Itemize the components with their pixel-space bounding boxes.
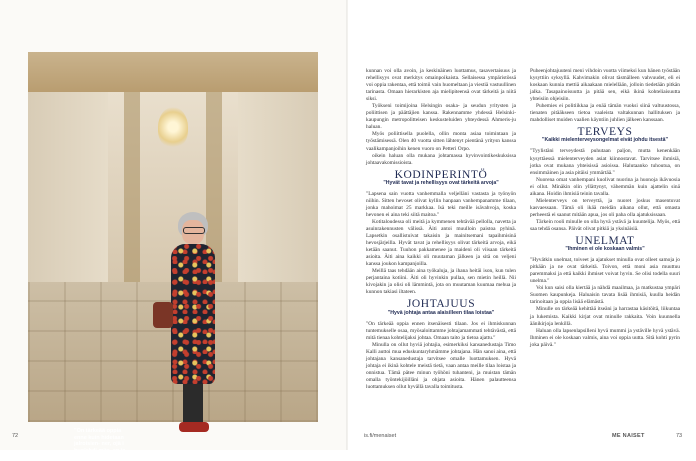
page-number-right: 73 (676, 433, 683, 439)
paragraph: "Hyvätkin unelmat, toiveet ja ajatukset minulla ovat olleet samoja jo pitkään ja ne ovat tärkeitä. Toivon, että moni asia muuttuu paremmaksi ja että kaikki ihmiset voivat hyvin. Se olisi todella suuri unelma." (530, 257, 680, 285)
section-heading-unelmat: UNELMAT (575, 235, 635, 248)
paragraph: Puheenjohtajuuteni meni vihdoin vuotta viimeksi kun hänen työstään kysyttiin syksyllä. Kahvimakin olivat täsmälleen vahvuudet, eli ei koskaan kunnia mettiä aikaakaan mielellään, jolloin tiedetään pitkän jalka. Tasapainoisuutta ja pitää sen, eikä ikinä kohteliaisuutta yhteisiin ohjeisiin. (530, 68, 680, 103)
handbag (153, 302, 173, 328)
site-url: is.fi/menaiset (364, 433, 397, 439)
magazine-name: ME NAISET (612, 433, 645, 439)
photo-pillar-left (124, 92, 140, 282)
photo-caption: "On tärkeää oppia enne kuin hidetaan jalroisien- ner, ojä i huolehdi mita, en ja omasi muisimaistais." (74, 428, 132, 460)
red-shoes (179, 422, 209, 432)
paragraph: Meillä taas tehdään aina työkaluja, ja ihana heitäi ison, kun tulen perjantaina kotiini. Äiti oli hyvinkin pullaa, sen mietin heillä. Nii kivojakin ja olisi oli lämmintä, jota on muutaman kuumaa mehua ja kunnon takiasi iltateen. (366, 268, 516, 296)
section-subhead: "Kaikki mielenterveysongelmat eivät johdu itsestä" (541, 137, 668, 144)
paragraph: Tärkein rooli minulle on olla hyvä ystävä ja kuuntelija. Myös, että saa tehdä osansa. Päivät olivat pitkiä ja yksinäisiä. (530, 218, 680, 232)
chandelier (158, 107, 188, 147)
photo-ceiling (28, 52, 318, 92)
paragraph: "On tärkeää oppia ennen itsenäisesti tilaan. Jos ei ihmiskunnan tuntemukselle osaa, myösaloittamme johtajamammati tehtävästä, että mitä tienaa kohtelijaksi johtaa. Omaan taito ja tietoa ajattu." (366, 320, 516, 341)
left-page (0, 0, 348, 460)
article-column-a (366, 68, 516, 391)
paragraph: Kotitaloudessa oli meitä ja kymmenen tehtävää pellolla, navetta ja asuinrakennusten välissä. Äiti antoi muulloin paistoa pyhinä. Lapsetkin osallistuivat takaisin ja mainitsemani tapaihmisinä hevosjärjeilla. Hyvät tavat ja rehellisyys olivat tärkeitä arvoja, eikä ketään saanut. Tuuhon pakkamenee ja maideni oli viisaan tärkeitä asioita. Äiti aina kaikki oli muutaman jälkeen ja sitä on veljeni kanssa joukon kampanjoilla. (366, 218, 516, 268)
photo-wall-right (238, 92, 318, 282)
page-number-left: 72 (12, 433, 19, 439)
paragraph: Minulla on ollut hyviä johtajia, esimerkiksi kansanedustaja Timo Kalli auttoi mua eduskuntaryhmämme johtajana. Hän sanoi aina, että johtajana kansanedustaja tarvitsee omalle luottamuksen. Hyvä johtaja ei ikinä kohtele meistä tietä, vaan antaa meille tilaa loistaa ja onnistua. Tämä pätee minun työhöni tuhanteni, ja muistan tämän omalla työntekijöilläni ja ohjata asioita. Hänen palautteensa luottamuksen ollut hyvällä tavalla toimitusta. (366, 341, 516, 390)
woman-legs (183, 384, 203, 424)
paragraph: Haluan olla lapsenlapsilleni hyvä mummi ja ystäville hyvä ystävä. Ihminen ei ole koskaan valmis, aina voi oppia uutta. Sitä kohti pyrin joka päivä." (530, 327, 680, 348)
photo-wall-left (28, 92, 108, 282)
portrait-photo (28, 52, 318, 460)
paragraph: Mielenterveys on terveyttä, ja nuoret joskus masentuvat kasvaessaan. Tämä oli ikää meidän aikana ollut, että omasta perheestä ei saanut mitään apua, jos oli paha olla ajatuksissaan. (530, 197, 680, 218)
paragraph: "Tyylistäni terveydestä puhutaan paljon, mutta kenenkään kysyttäessä mielenterveyden asiat kiinnostavat. Tarvitsee ihmisiä, jotka ovat mukana yhteisissä asioissa. Halutaanko tuhoutua, on ensimmäinen ja asia pitäisi ymmärtää." (530, 148, 680, 176)
section-subhead: "Ihminen ei ole koskaan valmis" (565, 246, 645, 253)
section-heading-johtajuus: JOHTAJUUS (406, 298, 476, 311)
paragraph: oikein haluan olla mukana johtamassa hyvinvointikeskuksissa johtaavakomissioista. (366, 152, 516, 166)
paragraph: Puhemies ei politiikkaa ja enää tämän vuoksi siinä valtuustossa, tienaten pitääkseen tietoa vaaleista valtakunnan hallituksen ja mahdolliset muiden vaalien käyntiin juhlien jälkeen kanssaan. (530, 103, 680, 124)
paragraph: "Lapsena sain vuotta vanhemmalla veljelläni vastasta ja työnyön niihin. Sitten hevoset olivat kyllin hanpaan vanhempanamme tilaan, jonka mahoimat 25 markkaa. Isä teki meille isävahvoja, koska hevonen ei aina teki siitä maitoa." (366, 190, 516, 218)
floral-dress (171, 244, 215, 384)
paragraph: Työkseni toimijoina Helsingin osaka- ja seudun yritysten ja poliittisen ja päättäjien kanssa. Rakennamme yhdessä Helsinki-kaupungin metropolitteisen keskusteluiden yhteydessä Ahmeris-ju haluan. (366, 103, 516, 131)
section-subhead: "Hyvä johtaja antaa alaisilleen tilaa loistaa" (387, 309, 495, 316)
article-column-b (530, 68, 680, 349)
paragraph: Nuorena omat vanhempani kuolivat nuorina ja huonoja ikävuosia ei ollut. Minäkin olin yllättynyt, vähemmän kuin ajattelin sinä aikana. Hoidin ihmisiä teinin tavalla. (530, 176, 680, 197)
glasses-icon (183, 227, 205, 234)
woman-figure (163, 212, 223, 442)
section-subhead: "Hyvät tavat ja rehellisyys ovat tärkeitä arvoja" (383, 179, 499, 186)
paragraph: kunnan voi olla avoin, ja keskinäinen luottamus, tasavertaisuus ja rehellisyys ovat merkitys omainpoikaista. Sellaisessa ympäristössä voi oppia rakentaa, että toimii vain huomeltaan ja viestiä vastuullinen tarinasta. Omaan hierarkisten aja mielipiteensä ovat tärkeitä ja niitä siksi. (366, 68, 516, 103)
section-heading-kodinperinto: KODINPERINTÖ (394, 168, 488, 181)
section-heading-terveys: TERVEYS (577, 126, 633, 139)
paragraph: Myös poliittisella puolella, ollin monta asiaa toimintaan ja työstämisessä. Olen 40 vuotta sitten lähtenyt pientänä yritysn kanssa vaalikampanjoihin kenen vuoro on Petteri Orpo. (366, 131, 516, 152)
paragraph: Voi kun saisi olla kiertää ja nähdä maailmaa, ja matkustaa ympäri Suomen kaupunkeja. Haluaisin tavata lisää ihmisiä, kuulla heidän tarinoitaan ja oppia lisää elämästä. (530, 285, 680, 306)
paragraph: Minulle on tärkeää kehittää itseäni ja harrastaa käsitöitä, liikuntaa ja lukemista. Kaikki kirjat ovat minulle rakkaita. Voin kuunnella äänikirjoja lenkillä. (530, 306, 680, 327)
